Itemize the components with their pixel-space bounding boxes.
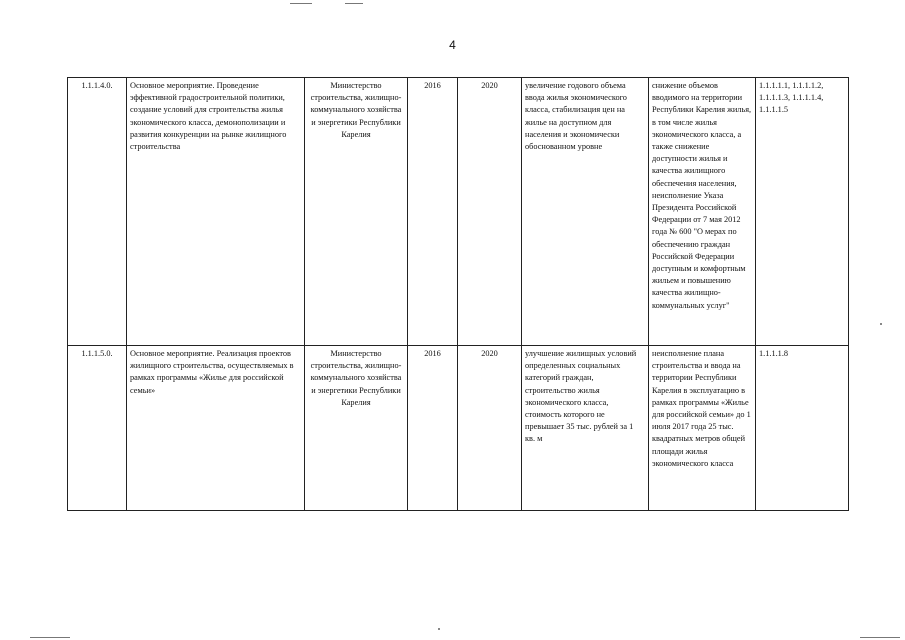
indicators: 1.1.1.1.8 [756, 346, 849, 511]
page-number: 4 [449, 38, 456, 52]
indicators: 1.1.1.1.1, 1.1.1.1.2, 1.1.1.1.3, 1.1.1.1.4, 1.1.1.1.5 [756, 78, 849, 346]
consequences: неисполнение плана строительства и ввода на территории Республики Карелия в эксплуатацию в рамках программы «Жилье для российской семьи» до 1 июля 2017 года 25 тыс. квадратных метров общей площади жилья экономического класса [649, 346, 756, 511]
scan-edge-mark [290, 3, 312, 4]
expected-result: улучшение жилищных условий определенных социальных категорий граждан, строительство жилья экономического класса, стоимость которого не превышает 35 тыс. рублей за 1 кв. м [522, 346, 649, 511]
expected-result: увеличение годового объема ввода жилья экономического класса, стабилизация цен на жилье на доступном для населения и экономически обоснованном уровне [522, 78, 649, 346]
scan-edge-mark [860, 637, 900, 638]
scan-dot [880, 323, 882, 325]
scan-dot [438, 628, 440, 630]
end-year: 2020 [458, 78, 522, 346]
start-year: 2016 [408, 346, 458, 511]
executor: Министерство строительства, жилищно-коммунального хозяйства и энергетики Республики Карелия [305, 346, 408, 511]
table-row [68, 78, 849, 346]
event-description: Основное мероприятие. Проведение эффективной градостроительной политики, создание условий для строительства жилья экономического класса, демонополизации и развития конкуренции на рынке жилищного строительства [127, 78, 305, 346]
executor: Министерство строительства, жилищно-коммунального хозяйства и энергетики Республики Карелия [305, 78, 408, 346]
event-description: Основное мероприятие. Реализация проектов жилищного строительства, осуществляемых в рамках программы «Жилье для российской семьи» [127, 346, 305, 511]
start-year: 2016 [408, 78, 458, 346]
end-year: 2020 [458, 346, 522, 511]
consequences: снижение объемов вводимого на территории Республики Карелия жилья, в том числе жилья экономического класса, а также снижение доступности жилья и качества жилищного обеспечения населения, неисполнение Указа Президента Российской Федерации от 7 мая 2012 года № 600 "О мерах по обеспечению граждан Российской Федерации доступным и комфортным жильем и повышению качества жилищно-коммунальных услуг" [649, 78, 756, 346]
scan-edge-mark [30, 637, 70, 638]
table-row [68, 346, 849, 511]
scan-edge-mark [345, 3, 363, 4]
event-code: 1.1.1.4.0. [68, 78, 127, 346]
event-code: 1.1.1.5.0. [68, 346, 127, 511]
activities-table [67, 77, 849, 511]
